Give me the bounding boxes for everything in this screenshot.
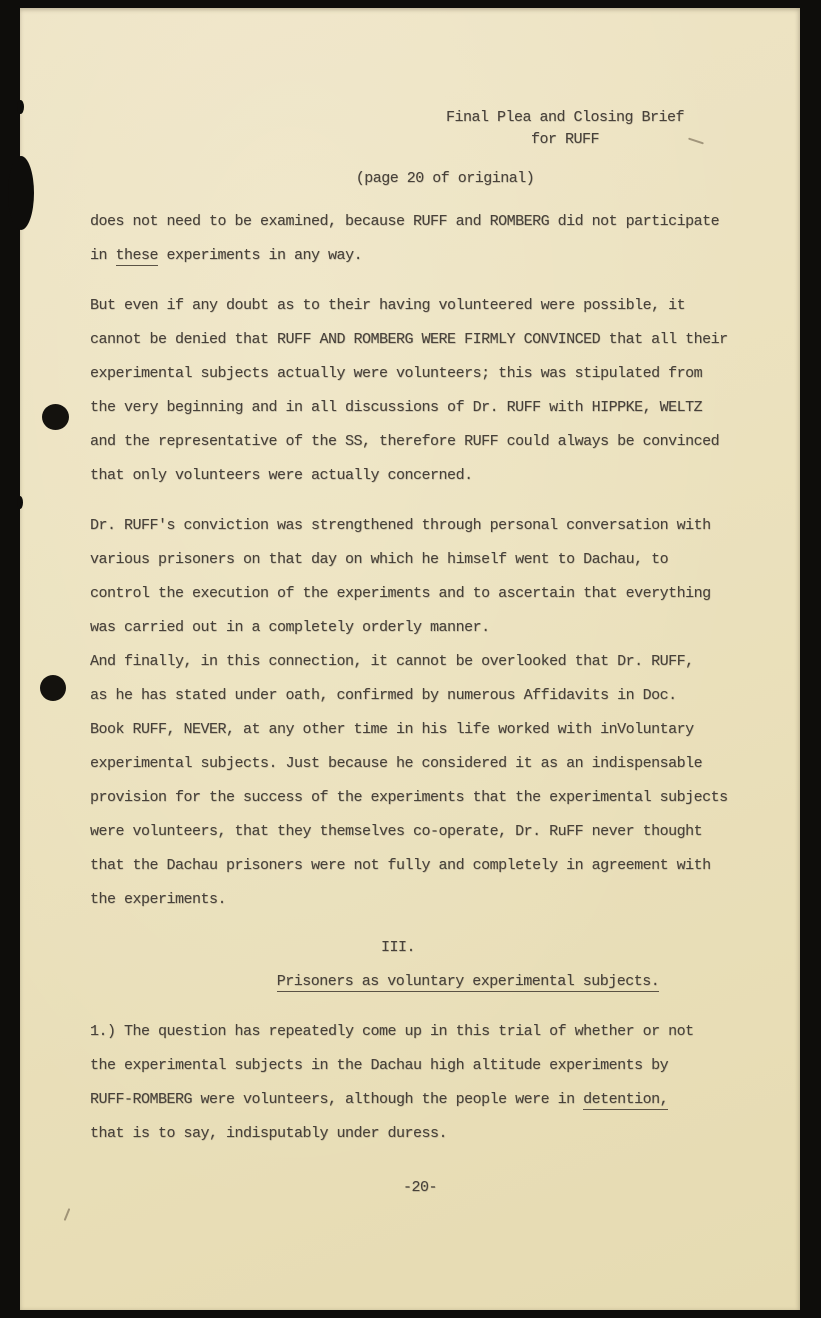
hole-punch-top — [42, 404, 69, 430]
section-heading: Prisoners as voluntary experimental subjects. — [276, 973, 660, 990]
paper-edge-notch — [8, 156, 34, 230]
text-line: experimental subjects actually were volunteers; this was stipulated from — [90, 365, 703, 382]
text-line: provision for the success of the experiments that the experimental subjects — [90, 789, 728, 806]
text-line: RUFF-ROMBERG were volunteers, although the people were in detention, — [90, 1091, 669, 1108]
paragraph — [90, 1015, 750, 1151]
section-block — [90, 931, 750, 999]
document-header — [415, 107, 715, 151]
text-line: was carried out in a completely orderly manner. — [90, 619, 490, 636]
section-number: III. — [380, 939, 415, 956]
pencil-mark — [64, 1208, 71, 1221]
text-line: 1.) The question has repeatedly come up in this trial of whether or not — [90, 1023, 694, 1040]
paragraph — [90, 645, 750, 917]
document-page — [20, 8, 800, 1310]
document-body — [90, 205, 750, 1151]
text-line: does not need to be examined, because RUFF and ROMBERG did not participate — [90, 213, 720, 230]
text-line: various prisoners on that day on which he himself went to Dachau, to — [90, 551, 669, 568]
page-number-text: -20- — [402, 1179, 437, 1196]
text-line: that the Dachau prisoners were not fully and completely in agreement with — [90, 857, 711, 874]
text-line: and the representative of the SS, therefore RUFF could always be convinced — [90, 433, 720, 450]
text-line: as he has stated under oath, confirmed by numerous Affidavits in Doc. — [90, 687, 677, 704]
text-line: But even if any doubt as to their having volunteered were possible, it — [90, 297, 686, 314]
text-line: And finally, in this connection, it cannot be overlooked that Dr. RUFF, — [90, 653, 694, 670]
text-line: in these experiments in any way. — [90, 247, 363, 264]
paper-edge-speck — [17, 496, 23, 509]
paper-edge-speck — [17, 100, 24, 114]
text-line: the experiments. — [90, 891, 227, 908]
text-line: that only volunteers were actually concerned. — [90, 467, 473, 484]
text-line: control the execution of the experiments and to ascertain that everything — [90, 585, 711, 602]
text-line: Dr. RUFF's conviction was strengthened through personal conversation with — [90, 517, 711, 534]
text-line: Book RUFF, NEVER, at any other time in his life worked with inVoluntary — [90, 721, 694, 738]
header-title-line1: Final Plea and Closing Brief — [445, 109, 685, 126]
text-line: experimental subjects. Just because he considered it as an indispensable — [90, 755, 703, 772]
hole-punch-bottom — [40, 675, 66, 701]
text-line: that is to say, indisputably under duress. — [90, 1125, 448, 1142]
paragraph — [90, 205, 750, 273]
paragraph — [90, 509, 750, 645]
header-title-line2: for RUFF — [530, 131, 599, 148]
page-reference — [280, 168, 610, 190]
text-line: were volunteers, that they themselves co-operate, Dr. RuFF never thought — [90, 823, 703, 840]
text-line: the very beginning and in all discussions of Dr. RUFF with HIPPKE, WELTZ — [90, 399, 703, 416]
paragraph — [90, 289, 750, 493]
text-line: the experimental subjects in the Dachau high altitude experiments by — [90, 1057, 669, 1074]
page-reference-text: (page 20 of original) — [355, 170, 535, 187]
text-line: cannot be denied that RUFF AND ROMBERG WERE FIRMLY CONVINCED that all their — [90, 331, 728, 348]
page-number — [90, 1171, 750, 1205]
